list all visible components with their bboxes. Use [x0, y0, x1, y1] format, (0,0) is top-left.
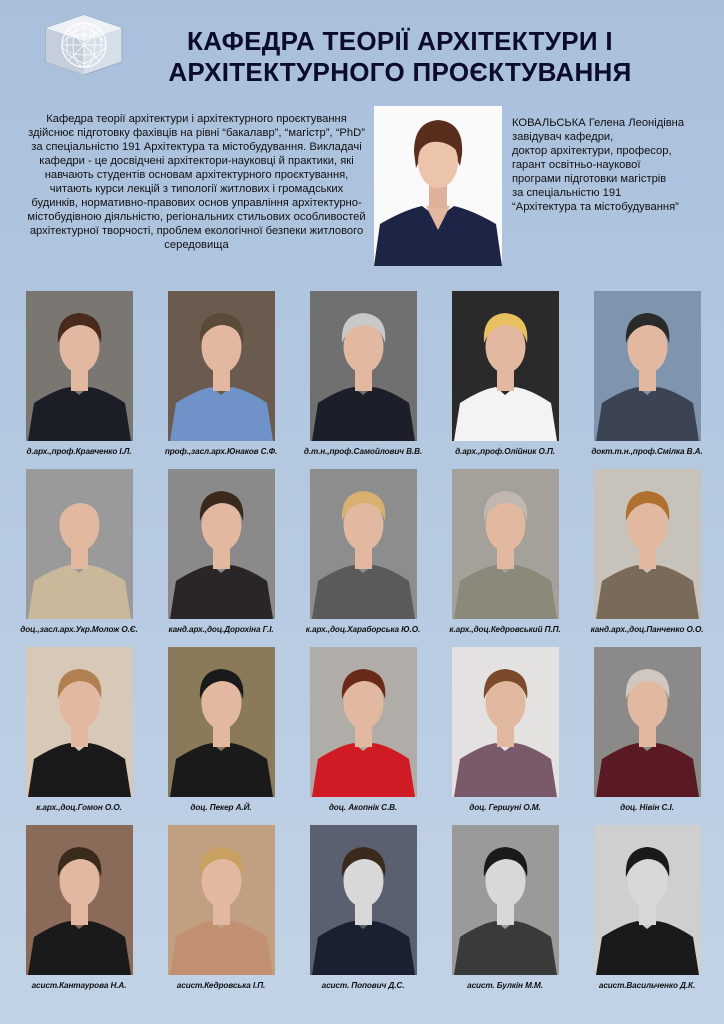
staff-photo: [310, 469, 417, 619]
staff-caption: доц. Нівін С.І.: [620, 803, 674, 812]
staff-caption: асист. Попович Д.С.: [321, 981, 405, 990]
title-line-2: АРХІТЕКТУРНОГО ПРОЄКТУВАННЯ: [168, 57, 632, 87]
staff-photo: [452, 291, 559, 441]
staff-card: [574, 647, 720, 812]
staff-photo: [26, 647, 133, 797]
staff-photo: [168, 825, 275, 975]
staff-caption: к.арх.,доц.Харабор​ська Ю.О.: [305, 625, 421, 634]
head-specialty: за спеціальністю 191: [512, 187, 622, 199]
staff-card: [148, 825, 294, 990]
staff-card: [432, 647, 578, 812]
staff-photo: [310, 647, 417, 797]
staff-photo: [452, 825, 559, 975]
staff-card: [432, 825, 578, 990]
staff-card: [148, 469, 294, 634]
head-degree: доктор архітектури, професор,: [512, 145, 672, 157]
staff-photo: [168, 291, 275, 441]
staff-caption: доц. Пекер А.Й.: [190, 803, 252, 812]
staff-photo: [168, 469, 275, 619]
staff-card: [432, 469, 578, 634]
staff-caption: асист.Кантаурова Н.А.: [31, 981, 127, 990]
staff-card: [574, 825, 720, 990]
staff-photo: [452, 469, 559, 619]
staff-card: [574, 469, 720, 634]
staff-card: [6, 291, 152, 456]
staff-photo: [310, 825, 417, 975]
staff-photo: [594, 291, 701, 441]
staff-caption: к.арх.,доц.Гомон О.О.: [36, 803, 122, 812]
staff-caption: асист.Васильченко Д.К.: [598, 981, 696, 990]
staff-photo: [26, 469, 133, 619]
staff-caption: д.арх.,проф.Кравченко І.Л.: [26, 447, 132, 456]
head-program: програми підготовки магістрів: [512, 173, 667, 185]
staff-photo: [26, 291, 133, 441]
staff-photo: [594, 647, 701, 797]
staff-caption: канд.арх.,доц.Дорохіна Г.І.: [168, 625, 274, 634]
staff-caption: д.арх.,проф.Олійник О.П.: [455, 447, 555, 456]
staff-caption: докт.т.н.,проф.Смілка В.А.: [591, 447, 703, 456]
staff-caption: к.арх.,доц.Кедровський П.П.: [449, 625, 561, 634]
staff-card: [6, 647, 152, 812]
staff-card: [574, 291, 720, 456]
intro-paragraph: Кафедра теорії архітектури і архітектурного проєктування здійснює підготовку фахівців на рівні “бакалавр”, “магістр”, “PhD” за спеціальністю 191 Архітектура та містобудування. Викладачі кафедри - це досвідчені архітектори-науковці й практики, які навчають студентів основам архітектурного проєктування, читають курси лекцій з типології житлових і громадських будинків, нормативно-правових основ управління архітектурно-містобудівною діяльністю, регіональних стильових особливостей архітектурної творчості, проблем екологічної безпеки житлового середовища: [27, 113, 366, 251]
staff-caption: доц. Гершуні О.М.: [469, 803, 541, 812]
head-role: гарант освітньо-наукової: [512, 159, 641, 171]
staff-card: [6, 469, 152, 634]
staff-photo: [594, 469, 701, 619]
staff-card: [148, 291, 294, 456]
staff-photo: [310, 291, 417, 441]
head-specialty-name: “Архітектура та містобудування”: [512, 201, 679, 213]
staff-caption: асист.Кедровська І.П.: [176, 981, 266, 990]
staff-card: [290, 647, 436, 812]
staff-photo: [452, 647, 559, 797]
staff-card: [290, 825, 436, 990]
staff-card: [6, 825, 152, 990]
staff-card: [148, 647, 294, 812]
head-position: завідувач кафедри,: [512, 131, 614, 143]
staff-photo: [594, 825, 701, 975]
staff-photo: [26, 825, 133, 975]
staff-caption: проф.,засл.арх.Юнаков С.Ф.: [164, 447, 278, 456]
title-line-1: КАФЕДРА ТЕОРІЇ АРХІТЕКТУРИ І: [187, 26, 613, 56]
staff-caption: канд.арх.,доц.Панченко О.О.: [590, 625, 704, 634]
staff-card: [290, 469, 436, 634]
staff-card: [290, 291, 436, 456]
staff-photo: [168, 647, 275, 797]
staff-caption: асист. Булкін М.М.: [467, 981, 543, 990]
staff-caption: д.т.н.,проф.Самойлович В.В.: [303, 447, 423, 456]
staff-caption: доц. Акопнік С.В.: [328, 803, 398, 812]
staff-caption: доц.,засл.арх.Укр.Молож О.Є.: [20, 625, 138, 634]
staff-card: [432, 291, 578, 456]
head-name: КОВАЛЬСЬКА Гелена Леонідівна: [512, 117, 685, 129]
